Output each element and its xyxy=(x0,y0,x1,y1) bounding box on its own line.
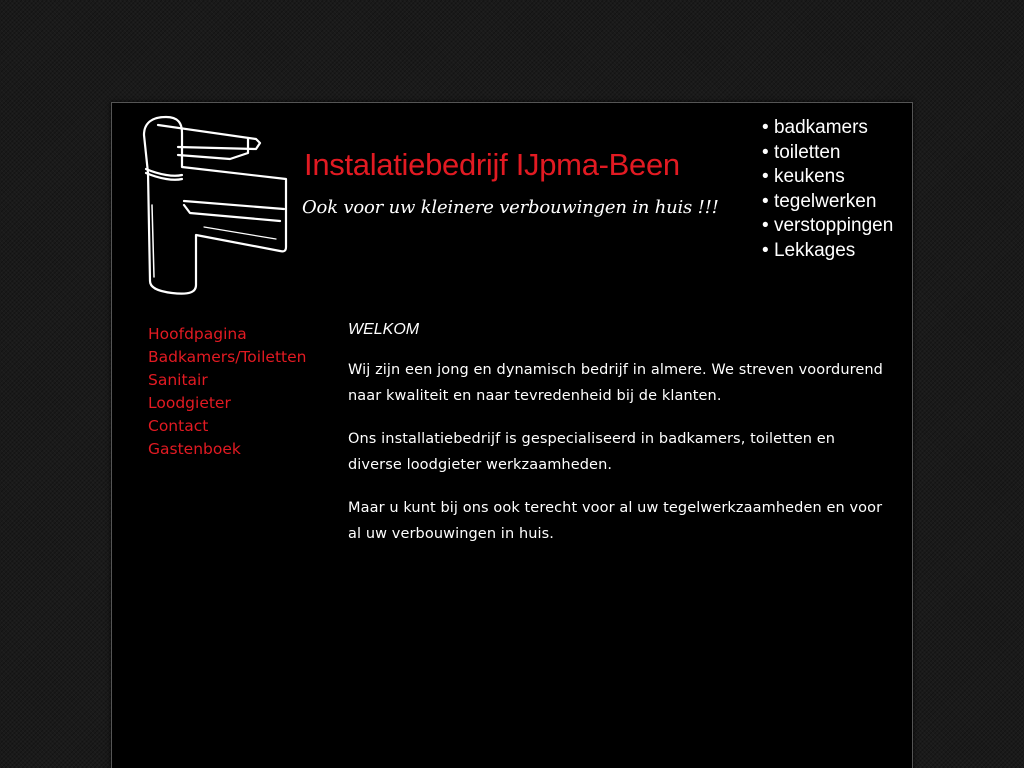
service-item: • tegelwerken xyxy=(762,190,893,215)
service-item: • Lekkages xyxy=(762,239,893,264)
page-container xyxy=(111,102,913,768)
main-content xyxy=(348,321,888,564)
main-nav xyxy=(148,323,306,461)
nav-link-badkamers-toiletten[interactable]: Badkamers/Toiletten xyxy=(148,348,307,366)
content-paragraph: Wij zijn een jong en dynamisch bedrijf in almere. We streven voordurend naar kwaliteit en naar tevredenheid bij de klanten. xyxy=(348,362,883,404)
service-item: • verstoppingen xyxy=(762,214,893,239)
tagline: Ook voor uw kleinere verbouwingen in huis !!! xyxy=(302,197,719,218)
content-paragraph: Maar u kunt bij ons ook terecht voor al uw tegelwerkzaamheden en voor al uw verbouwingen in huis. xyxy=(348,500,883,542)
nav-link-hoofdpagina[interactable]: Hoofdpagina xyxy=(148,325,247,343)
content-paragraph: Ons installatiebedrijf is gespecialiseerd in badkamers, toiletten en diverse loodgieter werkzaamheden. xyxy=(348,431,836,473)
content-heading: WELKOM xyxy=(348,321,420,338)
faucet-icon xyxy=(138,109,290,295)
nav-link-contact[interactable]: Contact xyxy=(148,417,209,435)
service-item: • badkamers xyxy=(762,116,893,141)
site-title: Instalatiebedrijf IJpma-Been xyxy=(304,147,680,182)
nav-link-loodgieter[interactable]: Loodgieter xyxy=(148,394,231,412)
nav-link-gastenboek[interactable]: Gastenboek xyxy=(148,440,241,458)
nav-link-sanitair[interactable]: Sanitair xyxy=(148,371,208,389)
service-item: • toiletten xyxy=(762,141,893,166)
services-list xyxy=(762,116,893,264)
service-item: • keukens xyxy=(762,165,893,190)
